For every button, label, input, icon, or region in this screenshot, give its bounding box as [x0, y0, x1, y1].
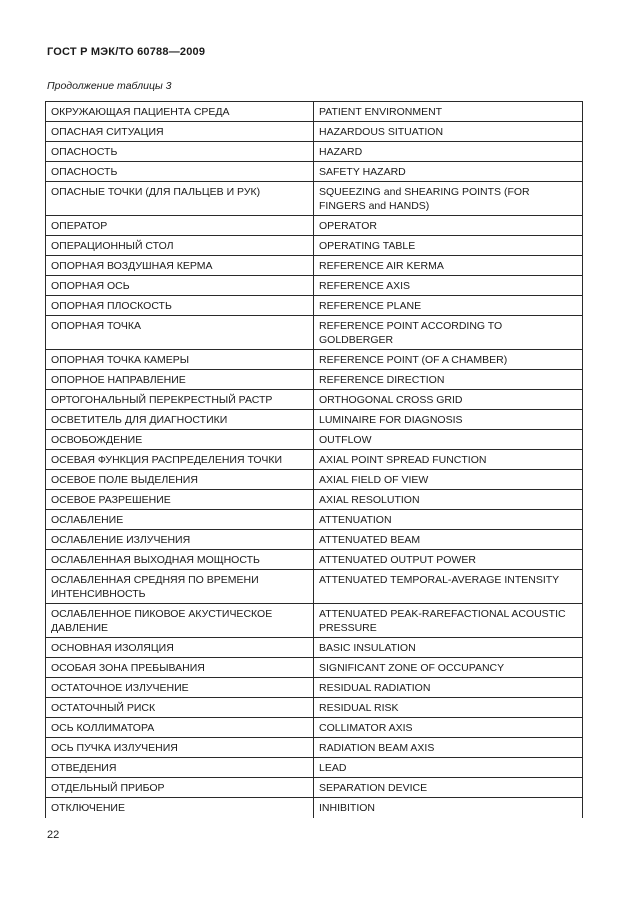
table-row	[46, 216, 583, 236]
russian-term-cell: ОРТОГОНАЛЬНЫЙ ПЕРЕКРЕСТНЫЙ РАСТР	[46, 390, 314, 410]
table-row	[46, 638, 583, 658]
table-row	[46, 678, 583, 698]
russian-term-cell: ОСЬ КОЛЛИМАТОРА	[46, 718, 314, 738]
english-term-cell: COLLIMATOR AXIS	[314, 718, 583, 738]
russian-term-cell: ОСЕВОЕ ПОЛЕ ВЫДЕЛЕНИЯ	[46, 470, 314, 490]
russian-term-cell: ОСТАТОЧНЫЙ РИСК	[46, 698, 314, 718]
english-term-cell: REFERENCE AIR KERMA	[314, 256, 583, 276]
table-row	[46, 510, 583, 530]
english-term-cell: SQUEEZING and SHEARING POINTS (FOR FINGERS and HANDS)	[314, 182, 583, 216]
table-row	[46, 182, 583, 216]
english-term-cell: INHIBITION	[314, 798, 583, 819]
russian-term-cell: ОСОБАЯ ЗОНА ПРЕБЫВАНИЯ	[46, 658, 314, 678]
table-row	[46, 530, 583, 550]
table-row	[46, 718, 583, 738]
russian-term-cell: ОПОРНАЯ ВОЗДУШНАЯ КЕРМА	[46, 256, 314, 276]
table-row	[46, 658, 583, 678]
table-row	[46, 316, 583, 350]
table-row	[46, 778, 583, 798]
english-term-cell: HAZARD	[314, 142, 583, 162]
table-row	[46, 698, 583, 718]
table-row	[46, 604, 583, 638]
english-term-cell: LEAD	[314, 758, 583, 778]
russian-term-cell: ОСЕВАЯ ФУНКЦИЯ РАСПРЕДЕЛЕНИЯ ТОЧКИ	[46, 450, 314, 470]
english-term-cell: LUMINAIRE FOR DIAGNOSIS	[314, 410, 583, 430]
english-term-cell: ATTENUATED OUTPUT POWER	[314, 550, 583, 570]
russian-term-cell: ОСЛАБЛЕННАЯ ВЫХОДНАЯ МОЩНОСТЬ	[46, 550, 314, 570]
russian-term-cell: ОСЛАБЛЕНИЕ	[46, 510, 314, 530]
russian-term-cell: ОСЬ ПУЧКА ИЗЛУЧЕНИЯ	[46, 738, 314, 758]
document-header: ГОСТ Р МЭК/ТО 60788—2009	[47, 46, 206, 58]
english-term-cell: AXIAL RESOLUTION	[314, 490, 583, 510]
russian-term-cell: ОПАСНЫЕ ТОЧКИ (ДЛЯ ПАЛЬЦЕВ И РУК)	[46, 182, 314, 216]
table-row	[46, 122, 583, 142]
table-row	[46, 798, 583, 819]
russian-term-cell: ОПАСНОСТЬ	[46, 142, 314, 162]
russian-term-cell: ОПОРНАЯ ТОЧКА	[46, 316, 314, 350]
english-term-cell: REFERENCE POINT (OF A CHAMBER)	[314, 350, 583, 370]
english-term-cell: HAZARDOUS SITUATION	[314, 122, 583, 142]
russian-term-cell: ОСЕВОЕ РАЗРЕШЕНИЕ	[46, 490, 314, 510]
table-row	[46, 758, 583, 778]
english-term-cell: OPERATOR	[314, 216, 583, 236]
table-row	[46, 450, 583, 470]
russian-term-cell: ОСВЕТИТЕЛЬ ДЛЯ ДИАГНОСТИКИ	[46, 410, 314, 430]
english-term-cell: SAFETY HAZARD	[314, 162, 583, 182]
table-row	[46, 550, 583, 570]
english-term-cell: SIGNIFICANT ZONE OF OCCUPANCY	[314, 658, 583, 678]
english-term-cell: ATTENUATED TEMPORAL-AVERAGE INTENSITY	[314, 570, 583, 604]
english-term-cell: REFERENCE DIRECTION	[314, 370, 583, 390]
english-term-cell: RADIATION BEAM AXIS	[314, 738, 583, 758]
english-term-cell: ATTENUATION	[314, 510, 583, 530]
russian-term-cell: ОТКЛЮЧЕНИЕ	[46, 798, 314, 819]
terms-table	[45, 101, 583, 818]
russian-term-cell: ОПАСНАЯ СИТУАЦИЯ	[46, 122, 314, 142]
table-row	[46, 390, 583, 410]
english-term-cell: BASIC INSULATION	[314, 638, 583, 658]
russian-term-cell: ОСНОВНАЯ ИЗОЛЯЦИЯ	[46, 638, 314, 658]
russian-term-cell: ОПЕРАТОР	[46, 216, 314, 236]
english-term-cell: OUTFLOW	[314, 430, 583, 450]
english-term-cell: OPERATING TABLE	[314, 236, 583, 256]
table-row	[46, 490, 583, 510]
russian-term-cell: ОСЛАБЛЕНИЕ ИЗЛУЧЕНИЯ	[46, 530, 314, 550]
russian-term-cell: ОСВОБОЖДЕНИЕ	[46, 430, 314, 450]
page-number: 22	[47, 829, 60, 841]
russian-term-cell: ОКРУЖАЮЩАЯ ПАЦИЕНТА СРЕДА	[46, 102, 314, 122]
table-row	[46, 370, 583, 390]
table-row	[46, 738, 583, 758]
table-row	[46, 430, 583, 450]
table-row	[46, 276, 583, 296]
table-row	[46, 236, 583, 256]
english-term-cell: ATTENUATED PEAK-RAREFACTIONAL ACOUSTIC PRESSURE	[314, 604, 583, 638]
table-row	[46, 102, 583, 122]
english-term-cell: RESIDUAL RADIATION	[314, 678, 583, 698]
russian-term-cell: ОТДЕЛЬНЫЙ ПРИБОР	[46, 778, 314, 798]
table-row	[46, 256, 583, 276]
table-row	[46, 142, 583, 162]
russian-term-cell: ОПОРНАЯ ТОЧКА КАМЕРЫ	[46, 350, 314, 370]
table-caption: Продолжение таблицы 3	[47, 80, 172, 92]
russian-term-cell: ОПОРНОЕ НАПРАВЛЕНИЕ	[46, 370, 314, 390]
english-term-cell: SEPARATION DEVICE	[314, 778, 583, 798]
russian-term-cell: ОТВЕДЕНИЯ	[46, 758, 314, 778]
russian-term-cell: ОПОРНАЯ ПЛОСКОСТЬ	[46, 296, 314, 316]
russian-term-cell: ОПОРНАЯ ОСЬ	[46, 276, 314, 296]
english-term-cell: AXIAL FIELD OF VIEW	[314, 470, 583, 490]
table-row	[46, 162, 583, 182]
english-term-cell: ATTENUATED BEAM	[314, 530, 583, 550]
english-term-cell: RESIDUAL RISK	[314, 698, 583, 718]
english-term-cell: ORTHOGONAL CROSS GRID	[314, 390, 583, 410]
table-row	[46, 570, 583, 604]
russian-term-cell: ОСЛАБЛЕННАЯ СРЕДНЯЯ ПО ВРЕМЕНИ ИНТЕНСИВНОСТЬ	[46, 570, 314, 604]
table-row	[46, 350, 583, 370]
english-term-cell: REFERENCE POINT ACCORDING TO GOLDBERGER	[314, 316, 583, 350]
english-term-cell: PATIENT ENVIRONMENT	[314, 102, 583, 122]
english-term-cell: REFERENCE PLANE	[314, 296, 583, 316]
russian-term-cell: ОСЛАБЛЕННОЕ ПИКОВОЕ АКУСТИЧЕСКОЕ ДАВЛЕНИЕ	[46, 604, 314, 638]
table-row	[46, 410, 583, 430]
english-term-cell: AXIAL POINT SPREAD FUNCTION	[314, 450, 583, 470]
english-term-cell: REFERENCE AXIS	[314, 276, 583, 296]
russian-term-cell: ОСТАТОЧНОЕ ИЗЛУЧЕНИЕ	[46, 678, 314, 698]
table-row	[46, 296, 583, 316]
table-row	[46, 470, 583, 490]
russian-term-cell: ОПАСНОСТЬ	[46, 162, 314, 182]
russian-term-cell: ОПЕРАЦИОННЫЙ СТОЛ	[46, 236, 314, 256]
